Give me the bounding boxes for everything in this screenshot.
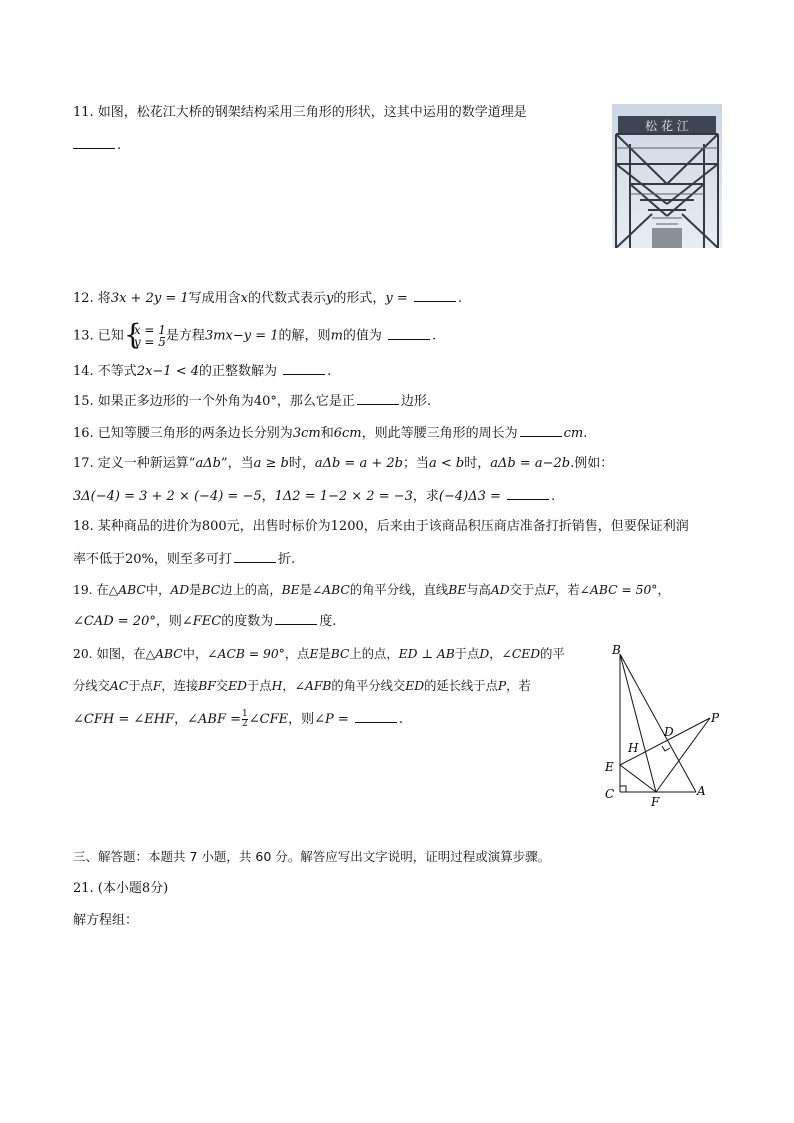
question-20-cont2: ∠CFH = ∠EHF，∠ABF = $\frac{1}{2}$ ∠CFE，则∠P = .	[73, 709, 404, 729]
equation-system: { x = 1 y = 5	[123, 318, 166, 351]
bridge-sign-text: 松 花 江	[645, 119, 689, 133]
answer-blank[interactable]	[507, 487, 549, 500]
question-21-prompt: 解方程组：	[73, 913, 139, 928]
answer-blank[interactable]	[355, 710, 397, 723]
question-11: 11. 如图，松花江大桥的钢架结构采用三角形的形状，这其中运用的数学道理是	[73, 105, 527, 120]
question-16: 16. 已知等腰三角形的两条边长分别为3cm和6cm，则此等腰三角形的周长为 cm.	[73, 426, 588, 441]
question-17-examples: 3Δ(−4) = 3 + 2 × (−4) = −5，1Δ2 = 1−2 × 2 = −3，求(−4)Δ3 = .	[73, 489, 556, 504]
answer-blank[interactable]	[414, 289, 456, 302]
geometry-figure	[598, 640, 728, 810]
answer-blank[interactable]	[357, 392, 399, 405]
answer-blank[interactable]	[388, 327, 430, 340]
label-C: C	[605, 787, 615, 801]
answer-blank[interactable]	[73, 136, 115, 149]
answer-blank[interactable]	[283, 362, 325, 375]
question-15: 15. 如果正多边形的一个外角为40°，那么它是正 边形.	[73, 394, 432, 409]
label-D: D	[664, 725, 674, 739]
question-17: 17. 定义一种新运算“aΔb”，当a ≥ b时，aΔb = a + 2b；当a < b时，aΔb = a−2b.例如：	[73, 456, 614, 471]
fraction-one-half: $\frac{1}{2}$	[242, 709, 248, 729]
question-19-cont: ∠CAD = 20°，则∠FEC的度数为 度.	[73, 614, 337, 629]
bridge-photo	[612, 104, 722, 248]
question-12: 12. 将3x + 2y = 1写成用含x的代数式表示y的形式，y = .	[73, 291, 463, 306]
label-A: A	[697, 784, 706, 798]
question-18: 18. 某种商品的进价为800元，出售时标价为1200，后来由于该商品积压商店准备打折销售，但要保证利润	[73, 519, 689, 534]
question-11-answer: .	[73, 136, 121, 155]
question-14: 14. 不等式2x−1 < 4的正整数解为 .	[73, 364, 332, 379]
label-E: E	[605, 760, 614, 774]
label-P: P	[711, 711, 720, 725]
question-20-cont: 分线交AC于点F，连接BF交ED于点H，∠AFB的角平分线交ED的延长线于点P，若	[73, 679, 531, 693]
question-19: 19. 在△ABC中，AD是BC边上的高，BE是∠ABC的角平分线，直线BE与高AD交于点F，若∠ABC = 50°，	[73, 583, 670, 597]
answer-blank[interactable]	[234, 550, 276, 563]
answer-blank[interactable]	[520, 424, 562, 437]
question-18-cont: 率不低于20%，则至多可打 折.	[73, 552, 296, 567]
question-21-heading: 21. (本小题8分)	[73, 881, 169, 896]
label-F: F	[651, 795, 660, 809]
label-B: B	[612, 643, 621, 657]
question-13: 13. 已知 { x = 1 y = 5 是方程3mx−y = 1的解，则m的值为 .	[73, 318, 437, 351]
question-20: 20. 如图，在△ABC中，∠ACB = 90°，点E是BC上的点，ED ⊥ AB于点D，∠CED的平	[73, 647, 565, 661]
label-H: H	[628, 741, 639, 755]
section-heading: 三、解答题：本题共 7 小题，共 60 分。解答应写出文字说明，证明过程或演算步骤。	[73, 849, 551, 864]
answer-blank[interactable]	[275, 612, 317, 625]
